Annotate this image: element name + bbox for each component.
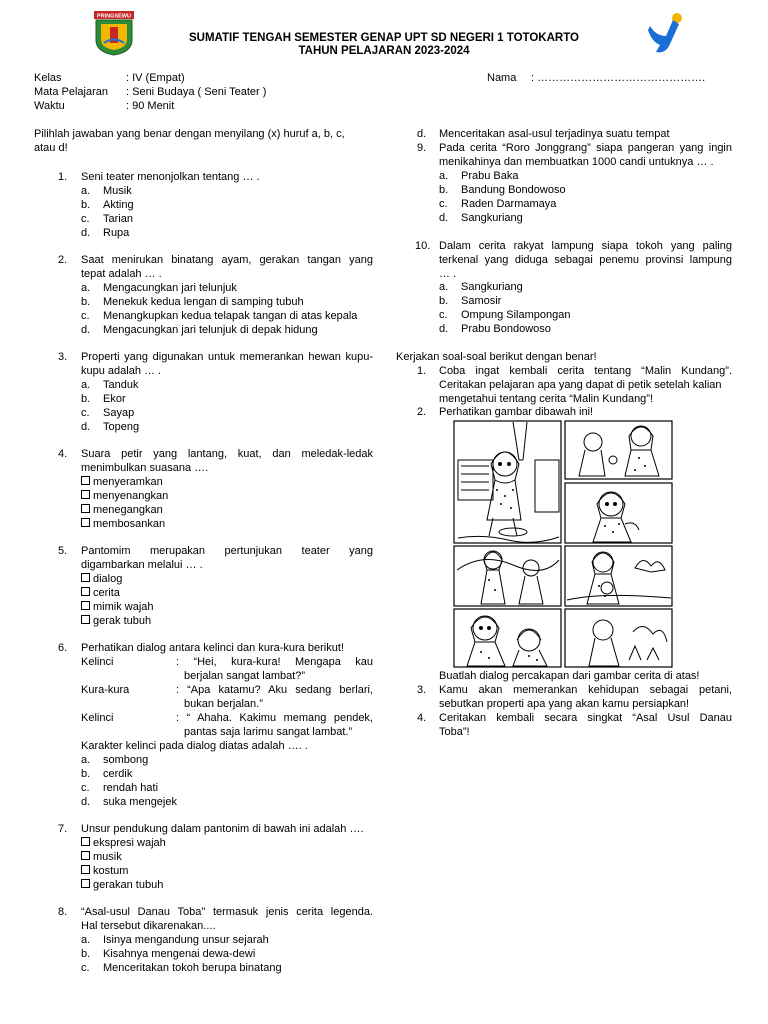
- checkbox-icon: [81, 518, 90, 527]
- question-number: 7.: [58, 823, 68, 835]
- option-a[interactable]: a. Isinya mengandung unsur sejarah: [81, 934, 269, 946]
- option-d[interactable]: d. Mengacungkan jari telunjuk di depak hidung: [81, 324, 318, 336]
- question-text-cont: menimbulkan suasana ….: [81, 462, 209, 474]
- essay-text-cont: Ceritakan pelajaran apa yang dapat di petik setelah kalian: [439, 379, 722, 391]
- option-d[interactable]: d. Sangkuriang: [439, 212, 523, 224]
- instruction-line1: Pilihlah jawaban yang benar dengan menyilang (x) huruf a, b, c,: [34, 128, 345, 140]
- option-b[interactable]: b. Ekor: [81, 393, 126, 405]
- option-a[interactable]: a. Mengacungkan jari telunjuk: [81, 282, 237, 294]
- dialog-line: : “ Ahaha. Kakimu memang pendek,: [176, 712, 373, 724]
- comic-panel-2: [565, 421, 672, 479]
- question-number: 4.: [58, 448, 68, 460]
- question-prompt: Karakter kelinci pada dialog diatas adalah …. .: [81, 740, 308, 752]
- checkbox-icon: [81, 573, 90, 582]
- essay-number: 2.: [417, 406, 427, 418]
- kelas-value: : IV (Empat): [126, 72, 185, 84]
- question-text-cont: digambarkan melalui … .: [81, 559, 203, 571]
- essay-number: 4.: [417, 712, 427, 724]
- essay-prompt: Buatlah dialog percakapan dari gambar cerita di atas!: [439, 670, 700, 682]
- dialog-line-cont: bukan berjalan.”: [184, 698, 263, 710]
- essay-text-cont: Toba”!: [439, 726, 470, 738]
- option-d[interactable]: d. suka mengejek: [81, 796, 177, 808]
- option-a[interactable]: a. Tanduk: [81, 379, 139, 391]
- option-d[interactable]: d. Prabu Bondowoso: [439, 323, 551, 335]
- option-c[interactable]: c. Menangkupkan kedua telapak tangan di atas kepala: [81, 310, 358, 322]
- essay-number: 1.: [417, 365, 427, 377]
- question-text: Unsur pendukung dalam pantonim di bawah ini adalah ….: [81, 823, 364, 835]
- essay-text: Ceritakan kembali secara singkat “Asal Usul Danau: [439, 712, 732, 724]
- question-text: Seni teater menonjolkan tentang … .: [81, 171, 260, 183]
- essay-text: Perhatikan gambar dibawah ini!: [439, 406, 594, 418]
- checkbox-option[interactable]: cerita: [81, 587, 120, 601]
- checkbox-icon: [81, 865, 90, 874]
- option-a[interactable]: a. Musik: [81, 185, 132, 197]
- speaker-label: Kura-kura: [81, 684, 130, 696]
- option-b[interactable]: b. Kisahnya mengenai dewa-dewi: [81, 948, 256, 960]
- essay-text: Kamu akan memerankan kehidupan sebagai petani,: [439, 684, 732, 696]
- option-c[interactable]: c. Menceritakan tokoh berupa binatang: [81, 962, 282, 974]
- checkbox-option[interactable]: menyeramkan: [81, 476, 163, 490]
- checkbox-icon: [81, 490, 90, 499]
- mapel-value: : Seni Budaya ( Seni Teater ): [126, 86, 267, 98]
- essay-instruction: Kerjakan soal-soal berikut dengan benar!: [396, 351, 597, 363]
- question-number: 3.: [58, 351, 68, 363]
- option-b[interactable]: b. Bandung Bondowoso: [439, 184, 566, 196]
- waktu-label: Waktu: [34, 100, 65, 112]
- essay-text-cont: mengetahui tentang cerita “Malin Kundang”!: [439, 393, 654, 405]
- essay-text: Coba ingat kembali cerita tentang “Malin Kundang”.: [439, 365, 732, 377]
- question-number: 8.: [58, 906, 68, 918]
- checkbox-icon: [81, 587, 90, 596]
- checkbox-option[interactable]: kostum: [81, 865, 128, 879]
- question-text-cont: tepat adalah … .: [81, 268, 162, 280]
- speaker-label: Kelinci: [81, 656, 114, 668]
- option-d[interactable]: d. Topeng: [81, 421, 140, 433]
- question-text: Saat menirukan binatang ayam, gerakan tangan yang: [81, 254, 373, 266]
- checkbox-icon: [81, 504, 90, 513]
- school-year: TAHUN PELAJARAN 2023-2024: [298, 45, 470, 57]
- dialog-line: : “Hei, kura-kura! Mengapa kau: [176, 656, 373, 668]
- option-b[interactable]: b. cerdik: [81, 768, 133, 780]
- checkbox-option[interactable]: gerak tubuh: [81, 615, 151, 629]
- checkbox-icon: [81, 615, 90, 624]
- exam-title: SUMATIF TENGAH SEMESTER GENAP UPT SD NEGERI 1 TOTOKARTO: [189, 32, 579, 44]
- question-number: 6.: [58, 642, 68, 654]
- checkbox-option[interactable]: gerakan tubuh: [81, 879, 163, 893]
- question-number: 5.: [58, 545, 68, 557]
- checkbox-option[interactable]: membosankan: [81, 518, 165, 532]
- question-text: Perhatikan dialog antara kelinci dan kura-kura berikut!: [81, 642, 344, 654]
- option-d[interactable]: d. Rupa: [81, 227, 130, 239]
- option-c[interactable]: c. Raden Darmamaya: [439, 198, 557, 210]
- story-comic-illustration: [453, 420, 673, 668]
- option-d[interactable]: d. Menceritakan asal-usul terjadinya suatu tempat: [417, 128, 670, 140]
- dialog-line-cont: berjalan sangat lambat?”: [184, 670, 306, 682]
- comic-panel-7: [565, 609, 672, 667]
- kelas-label: Kelas: [34, 72, 62, 84]
- checkbox-icon: [81, 476, 90, 485]
- checkbox-option[interactable]: menegangkan: [81, 504, 163, 518]
- question-number: 9.: [417, 142, 427, 154]
- waktu-value: : 90 Menit: [126, 100, 175, 112]
- checkbox-icon: [81, 837, 90, 846]
- question-text-cont: … .: [439, 268, 457, 280]
- question-text: Properti yang digunakan untuk memerankan hewan kupu-: [81, 351, 373, 363]
- dialog-line-cont: pantas saja larimu sangat lambat.”: [184, 726, 353, 738]
- speaker-label: Kelinci: [81, 712, 114, 724]
- checkbox-option[interactable]: ekspresi wajah: [81, 837, 166, 851]
- question-number: 10.: [415, 240, 431, 252]
- option-b[interactable]: b. Akting: [81, 199, 134, 211]
- checkbox-option[interactable]: musik: [81, 851, 122, 865]
- checkbox-icon: [81, 879, 90, 888]
- instruction-line2: atau d!: [34, 142, 68, 154]
- checkbox-icon: [81, 851, 90, 860]
- brand-figure-icon: [646, 12, 686, 56]
- essay-number: 3.: [417, 684, 427, 696]
- question-text: Dalam cerita rakyat lampung siapa tokoh yang paling: [439, 240, 732, 252]
- checkbox-option[interactable]: menyenangkan: [81, 490, 168, 504]
- question-number: 2.: [58, 254, 68, 266]
- question-text-cont: kupu adalah … .: [81, 365, 162, 377]
- question-text: Pantomim merupakan pertunjukan teater yang: [81, 545, 373, 557]
- dialog-line: : “Apa katamu? Aku sedang berlari,: [176, 684, 373, 696]
- essay-text-cont: sebutkan properti apa yang akan kamu persiapkan!: [439, 698, 690, 710]
- option-c[interactable]: c. Sayap: [81, 407, 135, 419]
- checkbox-option[interactable]: mimik wajah: [81, 601, 154, 615]
- question-text-cont: menikahinya dan membuatkan 1000 candi untuknya … .: [439, 156, 714, 168]
- checkbox-option[interactable]: dialog: [81, 573, 122, 587]
- option-a[interactable]: a. sombong: [81, 754, 149, 766]
- question-text: “Asal-usul Danau Toba" termasuk jenis cerita legenda.: [81, 906, 373, 918]
- question-text-cont: Hal tersebut dikarenakan....: [81, 920, 216, 932]
- option-a[interactable]: a. Prabu Baka: [439, 170, 519, 182]
- comic-panel-4: [454, 546, 561, 606]
- question-number: 1.: [58, 171, 68, 183]
- question-text-cont: terkenal yang diduga sebagai penemu provinsi lampung: [439, 254, 732, 266]
- option-b[interactable]: b. Menekuk kedua lengan di samping tubuh: [81, 296, 304, 308]
- logo-text: PRINGSEWU: [97, 13, 131, 20]
- nama-label: Nama: [487, 72, 517, 84]
- option-a[interactable]: a. Sangkuriang: [439, 281, 523, 293]
- brand-logo: [646, 12, 686, 56]
- option-c[interactable]: c. Tarian: [81, 213, 133, 225]
- question-text: Pada cerita “Roro Jonggrang” siapa pangeran yang ingin: [439, 142, 732, 154]
- option-c[interactable]: c. rendah hati: [81, 782, 159, 794]
- mapel-label: Mata Pelajaran: [34, 86, 108, 98]
- option-c[interactable]: c. Ompung Silampongan: [439, 309, 571, 321]
- nama-field[interactable]: : ……………………………………….: [531, 72, 706, 84]
- option-b[interactable]: b. Samosir: [439, 295, 502, 307]
- question-text: Suara petir yang lantang, kuat, dan meledak-ledak: [81, 448, 373, 460]
- checkbox-icon: [81, 601, 90, 610]
